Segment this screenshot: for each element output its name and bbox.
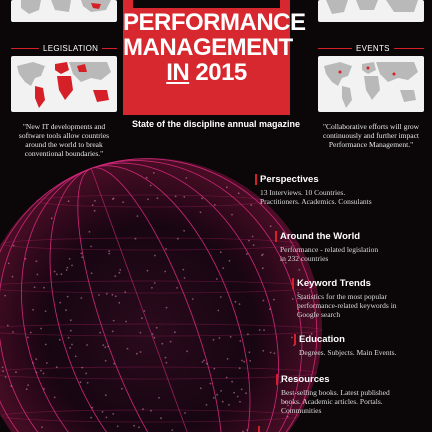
- globe-dot: [122, 201, 124, 203]
- globe-dot: [253, 244, 255, 246]
- globe-dot: [150, 185, 152, 187]
- legislation-map: [11, 56, 117, 112]
- globe-dot: [262, 267, 264, 269]
- globe-dot: [43, 287, 45, 289]
- globe-dot: [2, 367, 4, 369]
- globe-dot: [80, 253, 82, 255]
- globe-dot: [70, 319, 72, 321]
- globe-dot: [27, 384, 29, 386]
- globe-dot: [70, 330, 72, 332]
- title-line-2: MANAGEMENT: [123, 34, 293, 61]
- globe-dot: [32, 362, 34, 364]
- globe-dot: [85, 373, 87, 375]
- globe-dot: [61, 273, 63, 275]
- globe-dot: [108, 253, 110, 255]
- globe-dot: [102, 344, 104, 346]
- topic-heading: Education: [299, 334, 345, 345]
- globe-dot: [80, 297, 82, 299]
- globe-dot: [183, 230, 185, 232]
- globe-dot: [138, 426, 140, 428]
- globe-dot: [154, 282, 156, 284]
- globe-dot: [274, 352, 276, 354]
- globe-dot: [165, 357, 167, 359]
- globe-dot: [10, 385, 12, 387]
- globe-dot: [90, 417, 92, 419]
- globe-dot: [203, 360, 205, 362]
- globe-dot: [219, 337, 221, 339]
- topic-heading: Keyword Trends: [297, 278, 371, 289]
- globe-dot: [91, 272, 93, 274]
- globe-dot: [140, 332, 142, 334]
- globe-dot: [287, 416, 289, 418]
- globe-dot: [154, 255, 156, 257]
- globe-dot: [112, 331, 114, 333]
- events-quote: "Collaborative efforts will grow continuously and further impact Performance Management.": [322, 122, 420, 149]
- globe-dot: [222, 267, 224, 269]
- topic-heading: Around the World: [280, 231, 361, 242]
- globe-dot: [118, 302, 120, 304]
- title-block: [123, 0, 306, 115]
- globe-dot: [117, 425, 119, 427]
- globe-dot: [166, 307, 168, 309]
- globe-dot: [46, 362, 48, 364]
- globe-dot: [269, 308, 271, 310]
- globe-dot: [105, 394, 107, 396]
- globe-dot: [91, 407, 93, 409]
- globe-dot: [32, 309, 34, 311]
- topic-desc: Degrees. Subjects. Main Events.: [299, 348, 397, 357]
- globe-dot: [45, 344, 47, 346]
- globe-dot: [102, 411, 104, 413]
- globe-dot: [59, 302, 61, 304]
- subtitle: State of the discipline annual magazine: [131, 119, 301, 129]
- globe-dot: [80, 381, 82, 383]
- globe-dot: [270, 225, 272, 227]
- globe-dot: [86, 344, 88, 346]
- globe-dot: [263, 329, 265, 331]
- globe-dot: [71, 265, 73, 267]
- globe-dot: [45, 310, 47, 312]
- topic-around-the-world: [275, 231, 385, 263]
- globe-dot: [231, 214, 233, 216]
- globe-dot: [246, 253, 248, 255]
- title-year: 2015: [195, 59, 247, 86]
- globe-dot: [106, 293, 108, 295]
- globe-dot: [56, 273, 58, 275]
- globe-dot: [127, 348, 129, 350]
- globe-dot: [216, 394, 218, 396]
- globe-dot: [263, 300, 265, 302]
- globe-dot: [12, 331, 14, 333]
- globe-dot: [151, 287, 153, 289]
- globe-dot: [41, 426, 43, 428]
- globe-dot: [121, 388, 123, 390]
- globe-dot: [165, 248, 167, 250]
- globe-dot: [262, 254, 264, 256]
- globe-dot: [175, 196, 177, 198]
- globe-dot: [239, 303, 241, 305]
- events-label-text: EVENTS: [356, 44, 390, 53]
- globe-dot: [104, 346, 106, 348]
- globe-dot: [184, 412, 186, 414]
- globe-dot: [112, 198, 114, 200]
- globe-dot: [66, 269, 68, 271]
- globe-dot: [243, 361, 245, 363]
- globe-dot: [186, 350, 188, 352]
- globe-dot: [35, 358, 37, 360]
- globe-dot: [228, 404, 230, 406]
- globe-dot: [241, 389, 243, 391]
- globe-dot: [67, 296, 69, 298]
- globe-dot: [81, 367, 83, 369]
- globe-dot: [94, 210, 96, 212]
- globe-dot: [185, 177, 187, 179]
- globe-dot: [150, 410, 152, 412]
- globe-dot: [105, 360, 107, 362]
- globe-dot: [214, 204, 216, 206]
- globe-dot: [12, 276, 14, 278]
- globe-dot: [68, 337, 70, 339]
- globe-dot: [144, 310, 146, 312]
- globe-dot: [291, 337, 293, 339]
- events-map: [318, 56, 424, 112]
- globe-dot: [106, 417, 108, 419]
- globe-dot: [112, 413, 114, 415]
- globe-dot: [147, 270, 149, 272]
- globe-dot: [259, 329, 261, 331]
- globe-dot: [200, 387, 202, 389]
- topic-resources: [276, 374, 411, 415]
- globe-dot: [67, 267, 69, 269]
- legislation-label-text: LEGISLATION: [43, 44, 99, 53]
- globe-dot: [124, 291, 126, 293]
- globe-dot: [107, 346, 109, 348]
- globe-dot: [164, 271, 166, 273]
- globe-dot: [35, 260, 37, 262]
- globe-dot: [222, 401, 224, 403]
- globe-dot: [125, 321, 127, 323]
- globe-dot: [241, 360, 243, 362]
- globe-dot: [146, 177, 148, 179]
- globe-dot: [216, 278, 218, 280]
- globe-dot: [154, 337, 156, 339]
- globe-dot: [176, 287, 178, 289]
- globe-dot: [233, 392, 235, 394]
- globe-dot: [75, 356, 77, 358]
- globe-dot: [51, 217, 53, 219]
- globe-dot: [141, 317, 143, 319]
- globe-dot: [59, 339, 61, 341]
- globe-dot: [298, 269, 300, 271]
- globe-dot: [114, 275, 116, 277]
- globe-dot: [206, 404, 208, 406]
- legislation-quote: "New IT developments and software tools allow countries around the world to break conventional boundaries.": [18, 122, 110, 158]
- topic-keyword-trends: [292, 278, 417, 319]
- topic-heading: Resources: [281, 374, 330, 385]
- globe-dot: [206, 363, 208, 365]
- globe-dot: [210, 383, 212, 385]
- globe-dot: [98, 294, 100, 296]
- globe-dot: [37, 274, 39, 276]
- globe-dot: [249, 360, 251, 362]
- globe-dot: [140, 351, 142, 353]
- globe-dot: [34, 286, 36, 288]
- globe-dot: [230, 336, 232, 338]
- globe-dot: [229, 260, 231, 262]
- globe-dot: [30, 332, 32, 334]
- globe-dot: [158, 397, 160, 399]
- globe-dot: [36, 372, 38, 374]
- globe-dot: [87, 382, 89, 384]
- globe-dot: [8, 263, 10, 265]
- globe-dot: [156, 327, 158, 329]
- globe-dot: [135, 238, 137, 240]
- globe-dot: [262, 350, 264, 352]
- globe-dot: [56, 366, 58, 368]
- globe-dot: [250, 204, 252, 206]
- topic-desc: 13 Interviews. 10 Countries. Practitioners. Academics. Consulants: [260, 188, 372, 206]
- globe-dot: [113, 320, 115, 322]
- globe-dot: [27, 337, 29, 339]
- globe-dot: [246, 429, 248, 431]
- globe-dot: [239, 367, 241, 369]
- globe-dot: [108, 250, 110, 252]
- topic-desc: Statistics for the most popular performance-related keywords in Google search: [297, 292, 397, 319]
- title-line-1: PERFORMANCE: [123, 9, 306, 36]
- globe-dot: [115, 295, 117, 297]
- topic-heading: Perspectives: [260, 174, 319, 185]
- globe-dot: [43, 373, 45, 375]
- globe-dot: [226, 377, 228, 379]
- globe-dot: [200, 211, 202, 213]
- events-label: [318, 44, 424, 53]
- globe-dot: [7, 325, 9, 327]
- globe-dot: [249, 351, 251, 353]
- globe-dot: [99, 332, 101, 334]
- globe-dot: [182, 269, 184, 271]
- globe-dot: [184, 277, 186, 279]
- globe-dot: [247, 333, 249, 335]
- globe-dot: [92, 204, 94, 206]
- globe-dot: [270, 352, 272, 354]
- globe-dot: [183, 196, 185, 198]
- globe-dot: [170, 341, 172, 343]
- globe-dot: [239, 340, 241, 342]
- globe-dot: [54, 397, 56, 399]
- topic-education: [294, 334, 414, 357]
- globe-dot: [252, 236, 254, 238]
- globe-dot: [112, 294, 114, 296]
- globe-dot: [235, 301, 237, 303]
- globe-dot: [201, 198, 203, 200]
- globe-dot: [171, 429, 173, 431]
- globe-dot: [69, 347, 71, 349]
- globe-dot: [220, 251, 222, 253]
- globe-dot: [71, 344, 73, 346]
- title-word-in: IN: [166, 59, 190, 86]
- globe-dot: [231, 381, 233, 383]
- globe-dot: [119, 269, 121, 271]
- globe-dot: [245, 392, 247, 394]
- title-line-3: [123, 60, 290, 85]
- globe-dot: [40, 328, 42, 330]
- globe-dot: [153, 172, 155, 174]
- globe-dot: [142, 408, 144, 410]
- legislation-label: [11, 44, 117, 53]
- globe-dot: [13, 245, 15, 247]
- globe-dot: [213, 368, 215, 370]
- map-card-top-right: [318, 0, 424, 22]
- globe-dot: [26, 388, 28, 390]
- globe-dot: [273, 299, 275, 301]
- globe-dot: [65, 309, 67, 311]
- globe-dot: [192, 298, 194, 300]
- globe-dot: [136, 353, 138, 355]
- globe-dot: [226, 186, 228, 188]
- globe-dot: [40, 370, 42, 372]
- globe-dot: [166, 362, 168, 364]
- globe-dot: [137, 215, 139, 217]
- topic-desc: Best-selling books. Latest published books. Academic articles. Portals. Communities: [281, 388, 390, 415]
- map-card-top-left: [11, 0, 117, 22]
- globe-dot: [69, 258, 71, 260]
- globe-dot: [81, 256, 83, 258]
- topic-perspectives: [255, 174, 375, 206]
- globe-dot: [25, 258, 27, 260]
- globe-dot: [54, 271, 56, 273]
- globe-dot: [4, 295, 6, 297]
- globe-dot: [90, 246, 92, 248]
- globe-dot: [157, 197, 159, 199]
- topic-partial-bar: [258, 426, 260, 432]
- globe-dot: [217, 310, 219, 312]
- globe-dot: [147, 198, 149, 200]
- globe-dot: [94, 200, 96, 202]
- globe-dot: [220, 296, 222, 298]
- globe-dot: [237, 396, 239, 398]
- globe-dot: [213, 339, 215, 341]
- globe-dot: [227, 358, 229, 360]
- globe-dot: [177, 238, 179, 240]
- globe-dot: [152, 333, 154, 335]
- globe-dot: [160, 417, 162, 419]
- globe-dot: [68, 200, 70, 202]
- globe-dot: [174, 331, 176, 333]
- globe-dot: [113, 363, 115, 365]
- topic-desc: Performance - related legislation in 232 countries: [280, 245, 379, 263]
- globe-dot: [239, 401, 241, 403]
- globe-dot: [202, 361, 204, 363]
- globe-dot: [119, 272, 121, 274]
- globe-dot: [248, 240, 250, 242]
- globe-dot: [89, 231, 91, 233]
- globe-dot: [161, 343, 163, 345]
- globe-dot: [43, 388, 45, 390]
- globe-dot: [213, 397, 215, 399]
- globe-dot: [2, 371, 4, 373]
- globe-dot: [5, 376, 7, 378]
- globe-dot: [15, 371, 17, 373]
- globe-dot: [220, 390, 222, 392]
- globe-dot: [238, 192, 240, 194]
- globe-dot: [133, 425, 135, 427]
